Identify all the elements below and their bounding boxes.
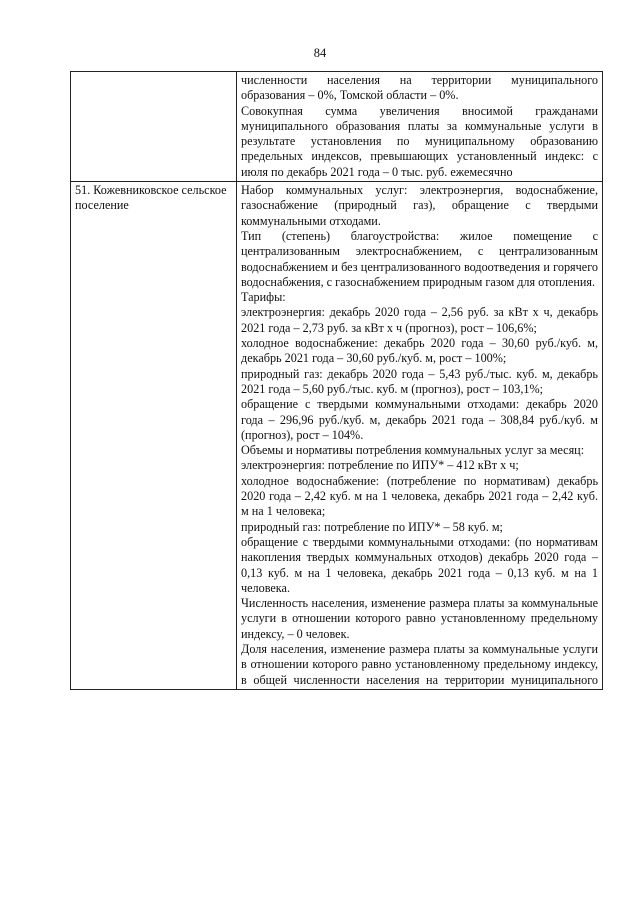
paragraph: Доля населения, изменение размера платы за коммунальные услуги в отношении которого равно установленному предельному индексу, в общей численности населения на территории муниципального — [241, 641, 598, 687]
paragraph: природный газ: потребление по ИПУ* – 58 куб. м; — [241, 519, 503, 534]
paragraph: электроэнергия: декабрь 2020 года – 2,56 руб. за кВт х ч, декабрь 2021 года – 2,73 руб. за кВт х ч (прогноз), рост – 106,6%; — [241, 305, 598, 335]
paragraph: Объемы и нормативы потребления коммунальных услуг за месяц: — [241, 443, 585, 458]
paragraph: природный газ: декабрь 2020 года – 5,43 руб./тыс. куб. м, декабрь 2021 года – 5,60 руб./тыс. куб. м (прогноз), рост – 103,1%; — [241, 366, 598, 396]
paragraph: численности населения на территории муниципального образования – 0%, Томской области – 0%. — [241, 73, 598, 103]
tariff-table — [70, 71, 603, 690]
paragraph: электроэнергия: потребление по ИПУ* – 412 кВт х ч; — [241, 458, 519, 473]
paragraph: Тип (степень) благоустройства: жилое помещение с централизованным электроснабжением, с централизованным водоснабжением и без централизованного водоотведения и горячего водоснабжения, с газоснабжением природным газом для отопления. — [241, 228, 598, 289]
paragraph: Численность населения, изменение размера платы за коммунальные услуги в отношении которого равно установленному предельному индексу, – 0 человек. — [241, 596, 598, 641]
description-cell — [237, 182, 603, 690]
paragraph: Набор коммунальных услуг: электроэнергия, водоснабжение, газоснабжение (природный газ), обращение с твердыми коммунальными отходами. — [241, 183, 598, 228]
table-row-51 — [71, 182, 603, 690]
paragraph: обращение с твердыми коммунальными отходами: декабрь 2020 года – 296,96 руб./куб. м, декабрь 2021 года – 308,84 руб./куб. м (прогноз), рост – 104%. — [241, 397, 598, 442]
paragraph: холодное водоснабжение: (потребление по нормативам) декабрь 2020 года – 2,42 куб. м на 1 человека, декабрь 2021 года – 2,42 куб. м на 1 человека; — [241, 473, 598, 519]
paragraph: обращение с твердыми коммунальными отходами: (по нормативам накопления твердых коммунальных отходов) декабрь 2020 года – 0,13 куб. м на 1 человека, декабрь 2021 года – 0,13 куб. м на 1 человека. — [241, 534, 598, 595]
paragraph: холодное водоснабжение: декабрь 2020 года – 30,60 руб./куб. м, декабрь 2021 года – 30,60 руб./куб. м, рост – 100%; — [241, 336, 598, 366]
settlement-cell — [71, 72, 237, 182]
settlement-cell — [71, 182, 237, 690]
paragraph: Совокупная сумма увеличения вносимой гражданами муниципального образования платы за коммунальные услуги в результате установления по муниципальному образованию предельных индексов, превышающих установленный индекс: с июля по декабрь 2021 года – 0 тыс. руб. ежемесячно — [241, 103, 598, 179]
paragraph: Тарифы: — [241, 290, 286, 305]
page-number: 84 — [313, 46, 327, 60]
settlement-name: 51. Кожевниковское сельское поселение — [75, 183, 227, 213]
description-cell — [237, 72, 603, 182]
table-row-continued — [71, 72, 603, 182]
